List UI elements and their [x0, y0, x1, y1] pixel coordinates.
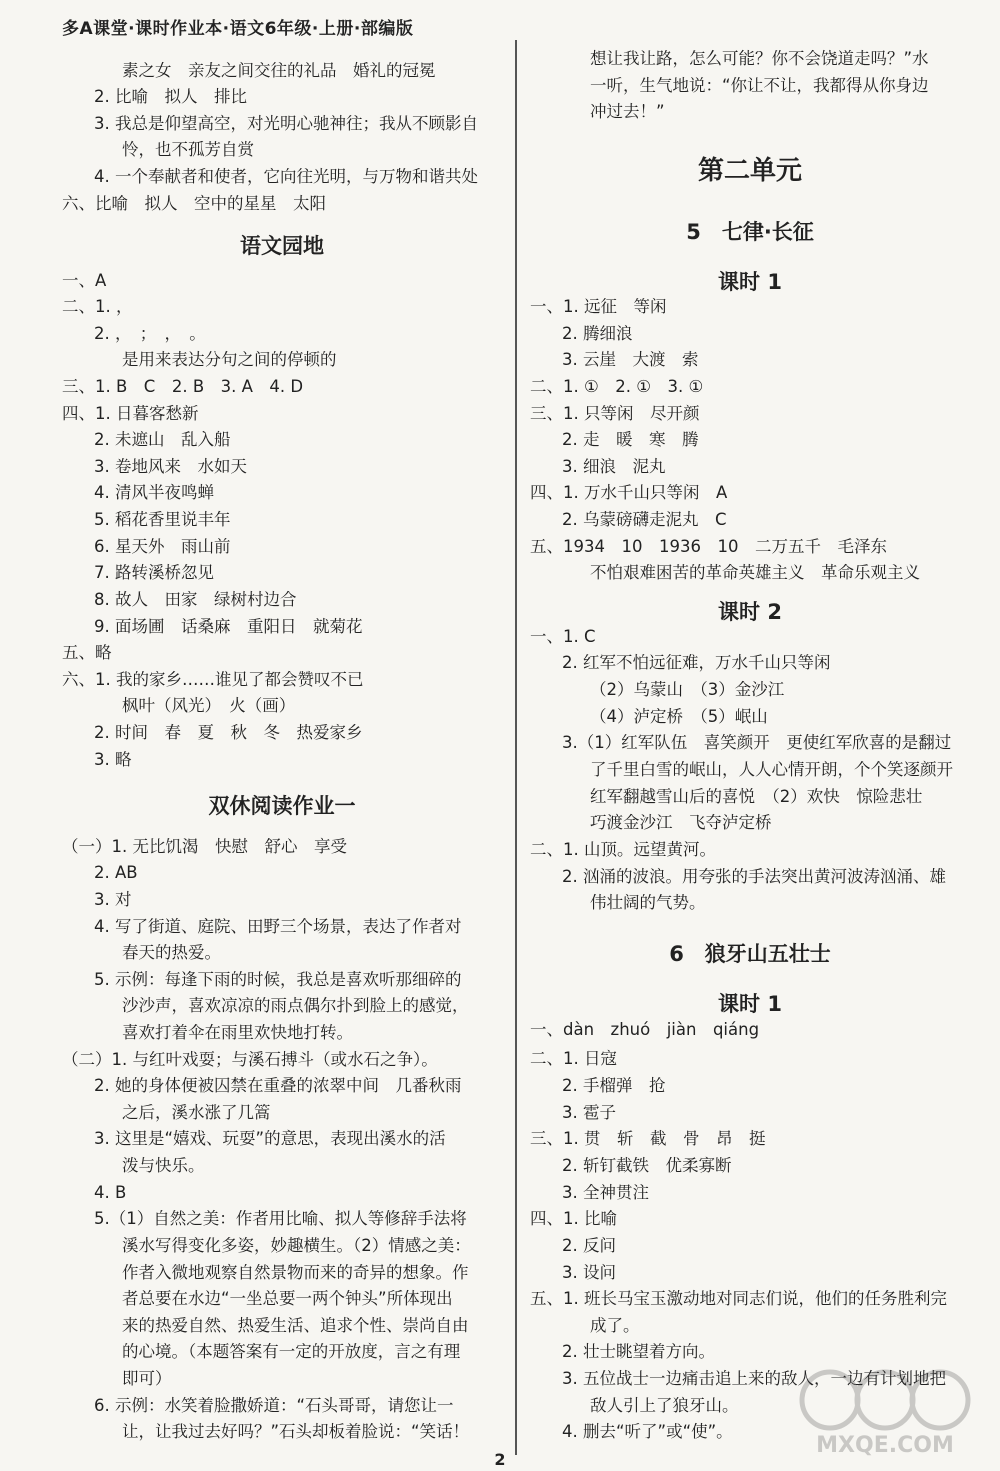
- answer-line: 2. 未遮山 乱入船: [94, 430, 231, 449]
- answer-line: 3. 对: [94, 890, 132, 909]
- answer-line: 7. 路转溪桥忽见: [94, 563, 214, 582]
- answer-line: 2. 乌蒙磅礴走泥丸 C: [562, 510, 727, 529]
- svg-text:MXQE.COM: MXQE.COM: [816, 1433, 954, 1458]
- answer-line: 2. 走 暖 寒 腾: [562, 430, 699, 449]
- answer-line: 二、1. 山顶。远望黄河。: [530, 840, 716, 859]
- answer-line: 三、1. 只等闲 尽开颜: [530, 404, 700, 423]
- answer-line: 3. 五位战士一边痛击追上来的敌人，一边有计划地把: [562, 1369, 946, 1388]
- answer-line: 2. 手榴弹 抢: [562, 1076, 666, 1095]
- answer-line: （一）1. 无比饥渴 快慰 舒心 享受: [62, 837, 347, 856]
- answer-line: 6. 示例：水笑着脸撒娇道：“石头哥哥，请您让一: [94, 1396, 454, 1415]
- answer-line: 冲过去！”: [590, 102, 665, 121]
- answer-line: 六、比喻 拟人 空中的星星 太阳: [62, 194, 326, 213]
- section-heading: 5 七律·长征: [686, 220, 814, 244]
- answer-line: 3. 全神贯注: [562, 1183, 649, 1202]
- answer-line: 5. 稻花香里说丰年: [94, 510, 231, 529]
- answer-line: 想让我让路，怎么可能？你不会饶道走吗？”水: [590, 49, 929, 68]
- answer-line: 二、1. 日寇: [530, 1049, 617, 1068]
- answer-line: 3. 云崖 大渡 索: [562, 350, 699, 369]
- answer-line: 敌人引上了狼牙山。: [590, 1396, 739, 1415]
- answer-line: 一听，生气地说：“你让不让，我都得从你身边: [590, 76, 929, 95]
- answer-line: 5.（1）自然之美：作者用比喻、拟人等修辞手法将: [94, 1209, 467, 1228]
- answer-line: 五、1934 10 1936 10 二万五千 毛泽东: [530, 537, 887, 556]
- answer-line: 喜欢打着伞在雨里欢快地打转。: [122, 1023, 353, 1042]
- answer-line: 4. B: [94, 1183, 127, 1202]
- answer-line: 巧渡金沙江 飞夺泸定桥: [590, 813, 772, 832]
- answer-line: 3. 雹子: [562, 1103, 616, 1122]
- answer-line: 一、1. C: [530, 627, 596, 646]
- answer-line: （4）泸定桥 （5）岷山: [590, 707, 768, 726]
- answer-line: 2. 她的身体便被囚禁在重叠的浓翠中间 几番秋雨: [94, 1076, 462, 1095]
- answer-line: 伟壮阔的气势。: [590, 893, 706, 912]
- answer-line: 五、1. 班长马宝玉激动地对同志们说，他们的任务胜利完: [530, 1289, 947, 1308]
- answer-line: 一、A: [62, 271, 107, 290]
- page-header: 多A课堂·课时作业本·语文6年级·上册·部编版: [62, 19, 414, 39]
- section-heading: 课时 1: [718, 270, 782, 294]
- answer-line: 了千里白雪的岷山，人人心情开朗，个个笑逐颜开: [590, 760, 953, 779]
- answer-line: 泼与快乐。: [122, 1156, 205, 1175]
- section-heading: 双休阅读作业一: [208, 794, 356, 818]
- answer-line: 枫叶（风光） 火（画）: [122, 696, 296, 715]
- answer-line: 2. 腾细浪: [562, 324, 633, 343]
- answer-line: 红军翻越雪山后的喜悦 （2）欢快 惊险悲壮: [590, 787, 923, 806]
- answer-line: 4. 一个奉献者和使者，它向往光明，与万物和谐共处: [94, 167, 478, 186]
- answer-line: 一、dàn zhuó jiàn qiáng: [530, 1020, 760, 1039]
- answer-line: 即可）: [122, 1369, 172, 1388]
- answer-line: 让，让我过去好吗？”石头却板着脸说：“笑话！: [122, 1422, 470, 1441]
- answer-line: 四、1. 比喻: [530, 1209, 617, 1228]
- column-divider: [515, 40, 517, 1455]
- answer-line: 二、1. ，: [62, 297, 133, 316]
- answer-line: 3. 我总是仰望高空，对光明心驰神往；我从不顾影自: [94, 114, 478, 133]
- answer-line: （二）1. 与红叶戏耍；与溪石搏斗（或水石之争）。: [62, 1050, 438, 1069]
- watermark-logo: [790, 1360, 980, 1460]
- answer-line: 2. AB: [94, 863, 138, 882]
- answer-line: 三、1. 贯 斩 截 骨 昂 挺: [530, 1129, 766, 1148]
- answer-line: 2. ， ； ， 。: [94, 324, 206, 343]
- answer-line: （2）乌蒙山 （3）金沙江: [590, 680, 785, 699]
- section-heading: 语文园地: [240, 234, 324, 258]
- answer-line: 二、1. ① 2. ① 3. ①: [530, 377, 704, 396]
- answer-line: 9. 面场圃 话桑麻 重阳日 就菊花: [94, 617, 363, 636]
- section-heading: 课时 2: [718, 600, 782, 624]
- answer-line: 5. 示例：每逢下雨的时候，我总是喜欢听那细碎的: [94, 970, 462, 989]
- answer-line: 2. 汹涌的波浪。用夸张的手法突出黄河波涛汹涌、雄: [562, 867, 946, 886]
- section-heading: 6 狼牙山五壮士: [669, 942, 831, 966]
- answer-line: 4. 删去“听了”或“使”。: [562, 1422, 733, 1441]
- answer-line: 6. 星天外 雨山前: [94, 537, 231, 556]
- answer-line: 2. 时间 春 夏 秋 冬 热爱家乡: [94, 723, 363, 742]
- page-number: 2: [494, 1450, 506, 1469]
- answer-line: 2. 红军不怕远征难，万水千山只等闲: [562, 653, 831, 672]
- answer-line: 3. 略: [94, 750, 132, 769]
- answer-line: 一、1. 远征 等闲: [530, 297, 667, 316]
- answer-line: 怜，也不孤芳自赏: [122, 140, 254, 159]
- answer-line: 的心境。（本题答案有一定的开放度，言之有理: [122, 1342, 461, 1361]
- answer-line: 3. 细浪 泥丸: [562, 457, 666, 476]
- answer-line: 五、略: [62, 643, 112, 662]
- answer-line: 作者入微地观察自然景物而来的奇异的想象。作: [122, 1263, 469, 1282]
- answer-line: 2. 反问: [562, 1236, 616, 1255]
- answer-line: 者总要在水边“一坐总要一两个钟头”所体现出: [122, 1289, 453, 1308]
- section-heading: 第二单元: [697, 156, 802, 186]
- answer-line: 2. 壮士眺望着方向。: [562, 1342, 715, 1361]
- answer-line: 素之女 亲友之间交往的礼品 婚礼的冠冕: [122, 61, 436, 80]
- answer-line: 来的热爱自然、热爱生活、追求个性、崇尚自由: [122, 1316, 469, 1335]
- answer-line: 8. 故人 田家 绿树村边合: [94, 590, 297, 609]
- answer-line: 2. 比喻 拟人 排比: [94, 87, 247, 106]
- answer-line: 沙沙声，喜欢凉凉的雨点偶尔扑到脸上的感觉，: [122, 996, 469, 1015]
- answer-line: 四、1. 万水千山只等闲 A: [530, 483, 728, 502]
- answer-line: 溪水写得变化多姿，妙趣横生。（2）情感之美：: [122, 1236, 471, 1255]
- answer-line: 3. 这里是“嬉戏、玩耍”的意思，表现出溪水的活: [94, 1129, 446, 1148]
- answer-line: 4. 写了街道、庭院、田野三个场景，表达了作者对: [94, 917, 462, 936]
- answer-line: 四、1. 日暮客愁新: [62, 404, 199, 423]
- answer-line: 春天的热爱。: [122, 943, 221, 962]
- answer-line: 3.（1）红军队伍 喜笑颜开 更使红军欣喜的是翻过: [562, 733, 952, 752]
- answer-line: 三、1. B C 2. B 3. A 4. D: [62, 377, 304, 396]
- answer-line: 成了。: [590, 1316, 640, 1335]
- answer-line: 之后，溪水涨了几篙: [122, 1103, 271, 1122]
- answer-line: 是用来表达分句之间的停顿的: [122, 350, 337, 369]
- answer-line: 3. 卷地风来 水如天: [94, 457, 247, 476]
- section-heading: 课时 1: [718, 992, 782, 1016]
- answer-line: 4. 清风半夜鸣蝉: [94, 483, 214, 502]
- answer-line: 3. 设问: [562, 1263, 616, 1282]
- answer-line: 六、1. 我的家乡……谁见了都会赞叹不已: [62, 670, 364, 689]
- answer-line: 2. 斩钉截铁 优柔寡断: [562, 1156, 732, 1175]
- answer-line: 不怕艰难困苦的革命英雄主义 革命乐观主义: [590, 563, 920, 582]
